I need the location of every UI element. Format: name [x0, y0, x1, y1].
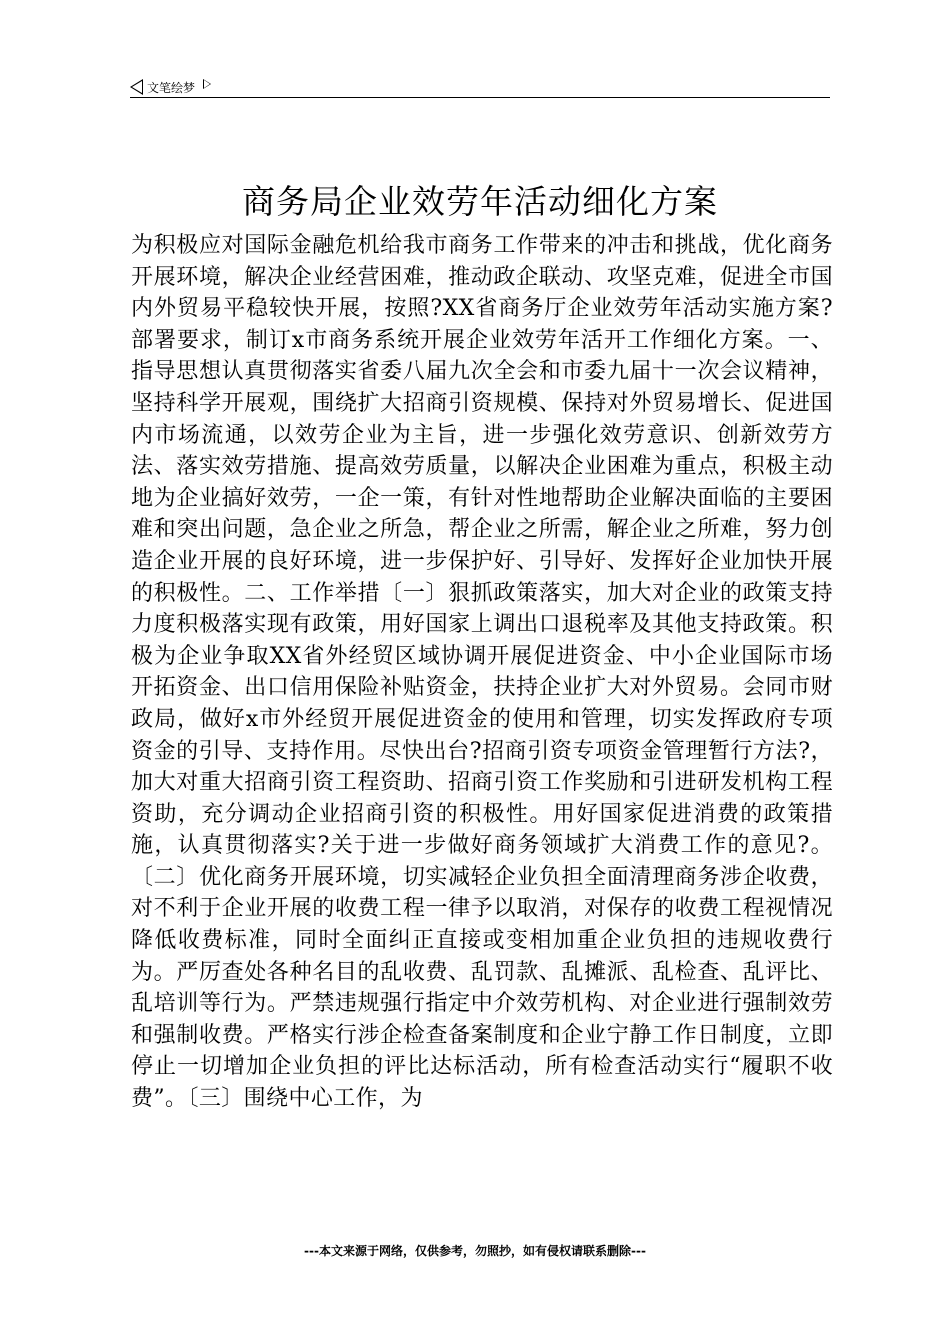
triangle-right-icon — [203, 79, 211, 89]
footer-notice: ---本文来源于网络，仅供参考，勿照抄，如有侵权请联系删除--- — [304, 1244, 646, 1258]
page-header — [130, 76, 830, 98]
document-title: 商务局企业效劳年活动细化方案 — [242, 182, 718, 221]
triangle-left-icon — [130, 79, 143, 95]
header-divider — [130, 97, 830, 98]
header-brand: 文笔绘梦 — [147, 80, 196, 95]
document-body: 为积极应对国际金融危机给我市商务工作带来的冲击和挑战，优化商务开展环境，解决企业经营困难，推动政企联动、攻坚克难，促进全市国内外贸易平稳较快开展，按照?XX省商务厅企业效劳年活动实施方案?部署要求，制订x市商务系统开展企业效劳年活开工作细化方案。一、指导思想认真贯彻落实省委八届九次全会和市委九届十一次会议精神，坚持科学开展观，围绕扩大招商引资规模、保持对外贸易增长、促进国内市场流通，以效劳企业为主旨，进一步强化效劳意识、创新效劳方法、落实效劳措施、提高效劳质量，以解决企业困难为重点，积极主动地为企业搞好效劳，一企一策，有针对性地帮助企业解决面临的主要困难和突出问题，急企业之所急，帮企业之所需，解企业之所难，努力创造企业开展的良好环境，进一步保护好、引导好、发挥好企业加快开展的积极性。二、工作举措〔一〕狠抓政策落实，加大对企业的政策支持力度积极落实现有政策，用好国家上调出口退税率及其他支持政策。积极为企业争取XX省外经贸区域协调开展促进资金、中小企业国际市场开拓资金、出口信用保险补贴资金，扶持企业扩大对外贸易。会同市财政局，做好x市外经贸开展促进资金的使用和管理，切实发挥政府专项资金的引导、支持作用。尽快出台?招商引资专项资金管理暂行方法?，加大对重大招商引资工程资助、招商引资工作奖励和引进研发机构工程资助，充分调动企业招商引资的积极性。用好国家促进消费的政策措施，认真贯彻落实?关于进一步做好商务领域扩大消费工作的意见?。〔二〕优化商务开展环境，切实减轻企业负担全面清理商务涉企收费，对不利于企业开展的收费工程一律予以取消，对保存的收费工程视情况降低收费标准，同时全面纠正直接或变相加重企业负担的违规收费行为。严厉查处各种名目的乱收费、乱罚款、乱摊派、乱检查、乱评比、乱培训等行为。严禁违规强行指定中介效劳机构、对企业进行强制效劳和强制收费。严格实行涉企检查备案制度和企业宁静工作日制度，立即停止一切增加企业负担的评比达标活动，所有检查活动实行“履职不收费”。〔三〕围绕中心工作，为 — [131, 233, 833, 1112]
